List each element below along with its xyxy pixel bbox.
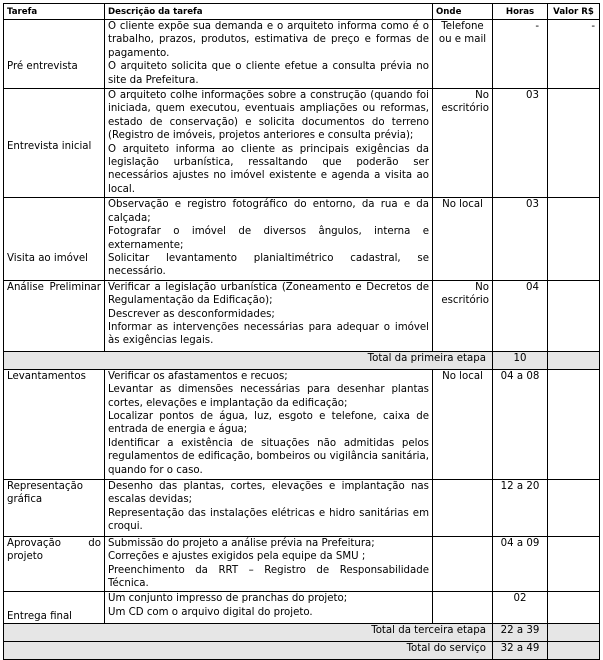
table-row xyxy=(4,20,600,89)
task-location: No local xyxy=(433,198,493,280)
subtotal-row xyxy=(4,351,600,369)
description-line: Levantar as dimensões necessárias para desenhar plantas cortes, elevações e implantação da edificação; xyxy=(108,384,429,409)
header-horas: Horas xyxy=(493,4,548,20)
task-value xyxy=(548,536,600,592)
task-hours: 03 xyxy=(493,198,548,280)
task-hours: 12 a 20 xyxy=(493,479,548,536)
description-line: Um CD com o arquivo digital do projeto. xyxy=(108,606,313,618)
grand-total-hours: 32 a 49 xyxy=(493,642,548,660)
table-row xyxy=(4,479,600,536)
subtotal-label: Total da terceira etapa xyxy=(4,624,493,642)
description-line: Representação das instalações elétricas e hidro sanitárias em croqui. xyxy=(108,507,429,532)
task-name: Análise Preliminar xyxy=(4,280,105,351)
task-value xyxy=(548,369,600,479)
table-row xyxy=(4,280,600,351)
services-table-container xyxy=(3,3,600,660)
task-name: Entrevista inicial xyxy=(4,89,105,198)
task-description xyxy=(105,280,433,351)
task-hours: - xyxy=(493,20,548,89)
description-line: Informar as intervenções necessárias para adequar o imóvel às exigências legais. xyxy=(108,321,429,347)
task-description xyxy=(105,536,433,592)
task-location: No local xyxy=(433,369,493,479)
task-name: Aprovação do projeto xyxy=(4,536,105,592)
table-row xyxy=(4,592,600,624)
grand-total-label: Total do serviço xyxy=(4,642,493,660)
description-line: Observação e registro fotográfico do entorno, da rua e da calçada; xyxy=(108,199,429,224)
table-row xyxy=(4,89,600,198)
task-value xyxy=(548,89,600,198)
task-name: Pré entrevista xyxy=(4,20,105,89)
task-name: Entrega final xyxy=(4,592,105,624)
task-location xyxy=(433,479,493,536)
description-line: Submissão do projeto a análise prévia na Prefeitura; xyxy=(108,537,375,549)
task-location xyxy=(433,592,493,624)
task-location xyxy=(433,536,493,592)
task-hours: 04 a 09 xyxy=(493,536,548,592)
description-line: Verificar os afastamentos e recuos; xyxy=(108,370,288,382)
table-row xyxy=(4,198,600,280)
header-row xyxy=(4,4,600,20)
description-line: Localizar pontos de água, luz, esgoto e telefone, caixa de entrada de energia e água; xyxy=(108,410,429,436)
header-descricao: Descrição da tarefa xyxy=(105,4,433,20)
task-hours: 04 xyxy=(493,280,548,351)
header-tarefa: Tarefa xyxy=(4,4,105,20)
grand-total-value xyxy=(548,642,600,660)
services-table xyxy=(3,3,600,660)
description-line: O arquiteto colhe informações sobre a construção (quando foi iniciada, quem executou, eventuais ampliações ou reformas, estado de conservação) e solicita documentos do terreno (Registro de imóveis, projetos anteriores e consulta prévia); xyxy=(108,90,429,142)
subtotal-hours: 10 xyxy=(493,351,548,369)
description-line: Correções e ajustes exigidos pela equipe da SMU ; xyxy=(108,551,366,563)
task-value: - xyxy=(548,20,600,89)
description-line: Um conjunto impresso de pranchas do projeto; xyxy=(108,593,348,605)
subtotal-hours: 22 a 39 xyxy=(493,624,548,642)
task-value xyxy=(548,592,600,624)
task-hours: 02 xyxy=(493,592,548,624)
grand-total-row xyxy=(4,642,600,660)
subtotal-value xyxy=(548,351,600,369)
table-row xyxy=(4,536,600,592)
task-name: Representação gráfica xyxy=(4,479,105,536)
task-value xyxy=(548,479,600,536)
description-line: Descrever as desconformidades; xyxy=(108,308,275,320)
task-description xyxy=(105,89,433,198)
description-line: O arquiteto solicita que o cliente efetue a consulta prévia no site da Prefeitura. xyxy=(108,61,429,86)
subtotal-label: Total da primeira etapa xyxy=(4,351,493,369)
task-description xyxy=(105,479,433,536)
task-value xyxy=(548,198,600,280)
task-description xyxy=(105,369,433,479)
description-line: O cliente expõe sua demanda e o arquiteto informa como é o trabalho, prazos, produtos, estimativa de preço e formas de pagamento. xyxy=(108,21,429,59)
task-hours: 04 a 08 xyxy=(493,369,548,479)
task-name: Visita ao imóvel xyxy=(4,198,105,280)
description-line: Preenchimento da RRT – Registro de Responsabilidade Técnica. xyxy=(108,564,429,589)
description-line: Identificar a existência de situações não admitidas pelos regulamentos de edificação, bombeiros ou vigilância sanitária, quando for o caso. xyxy=(108,437,429,476)
description-line: O arquiteto informa ao cliente as principais exigências da legislação urbanística, ressaltando que poderão ser necessários ajustes no imóvel existente e agenda a visita ao local. xyxy=(108,143,429,195)
task-location: No escritório xyxy=(433,89,493,198)
task-description xyxy=(105,20,433,89)
task-description xyxy=(105,592,433,624)
header-valor: Valor R$ xyxy=(548,4,600,20)
description-line: Solicitar levantamento planialtimétrico cadastral, se necessário. xyxy=(108,252,429,278)
task-hours: 03 xyxy=(493,89,548,198)
header-onde: Onde xyxy=(433,4,493,20)
task-location: Telefone ou e mail xyxy=(433,20,493,89)
description-line: Verificar a legislação urbanística (Zoneamento e Decretos de Regulamentação da Edificação); xyxy=(108,281,429,307)
description-line: Desenho das plantas, cortes, elevações e implantação nas escalas devidas; xyxy=(108,480,429,506)
task-description xyxy=(105,198,433,280)
description-line: Fotografar o imóvel de diversos ângulos, interna e externamente; xyxy=(108,226,429,251)
task-name: Levantamentos xyxy=(4,369,105,479)
subtotal-value xyxy=(548,624,600,642)
task-location: No escritório xyxy=(433,280,493,351)
task-value xyxy=(548,280,600,351)
table-row xyxy=(4,369,600,479)
subtotal-row xyxy=(4,624,600,642)
